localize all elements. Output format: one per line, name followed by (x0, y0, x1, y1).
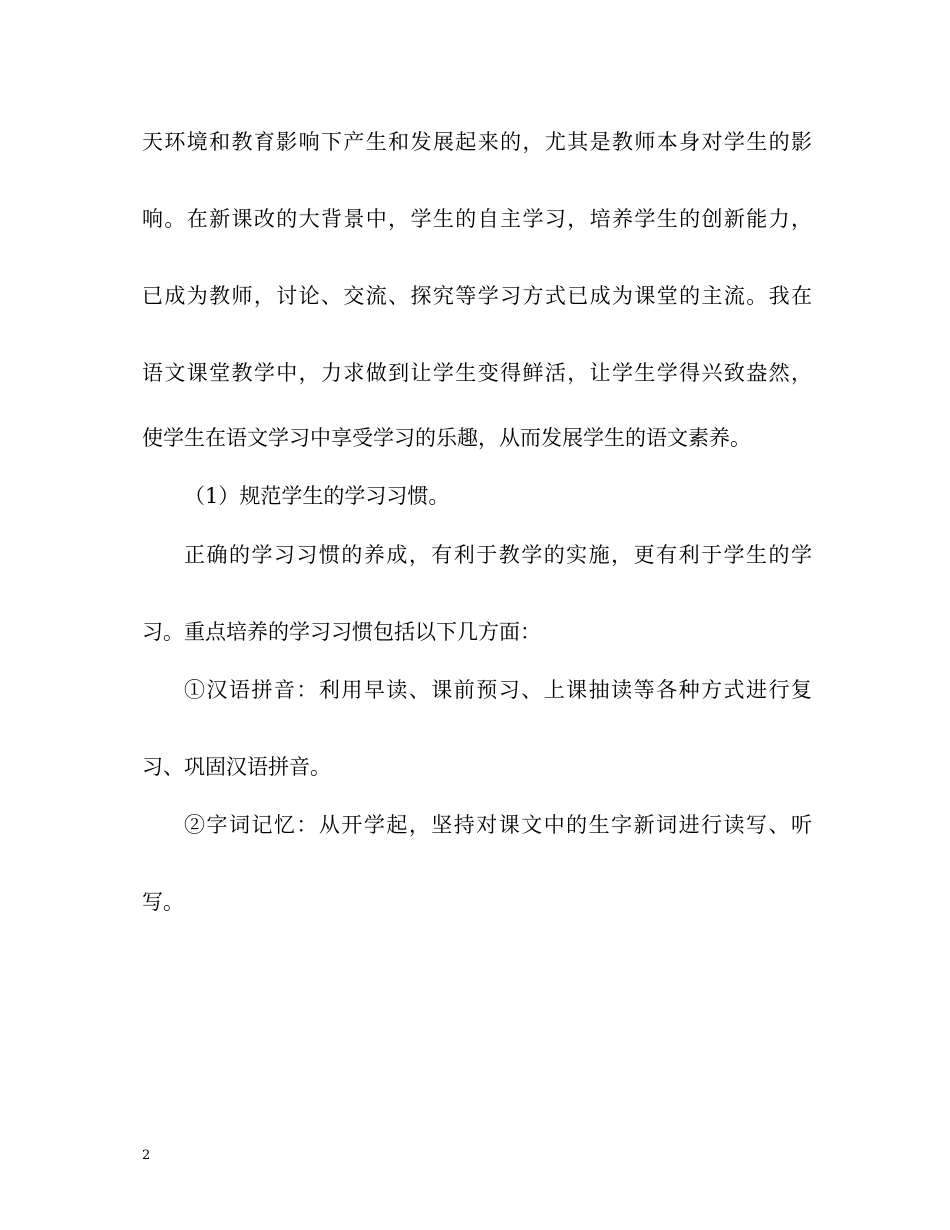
list-item-line: ①汉语拼音：利用早读、课前预习、上课抽读等各种方式进行复 (184, 678, 812, 702)
paragraph-line: 天环境和教育影响下产生和发展起来的，尤其是教师本身对学生的影 (142, 130, 812, 154)
list-item-line: 写。 (142, 890, 184, 914)
page-number: 2 (142, 1148, 151, 1163)
list-item-line: 习、巩固汉语拼音。 (142, 755, 331, 779)
section-heading: （1）规范学生的学习习惯。 (184, 484, 450, 508)
paragraph-line: 响。在新课改的大背景中，学生的自主学习，培养学生的创新能力， (142, 207, 812, 231)
paragraph-line: 正确的学习习惯的养成，有利于教学的实施，更有利于学生的学 (184, 543, 812, 567)
list-item-line: ②字词记忆：从开学起，坚持对课文中的生字新词进行读写、听 (184, 813, 812, 837)
paragraph-line: 习。重点培养的学习习惯包括以下几方面： (142, 620, 541, 644)
paragraph-line: 语文课堂教学中，力求做到让学生变得鲜活，让学生学得兴致盎然， (142, 361, 812, 385)
paragraph-line: 使学生在语文学习中享受学习的乐趣，从而发展学生的语文素养。 (142, 426, 751, 450)
paragraph-line: 已成为教师，讨论、交流、探究等学习方式已成为课堂的主流。我在 (142, 284, 812, 308)
